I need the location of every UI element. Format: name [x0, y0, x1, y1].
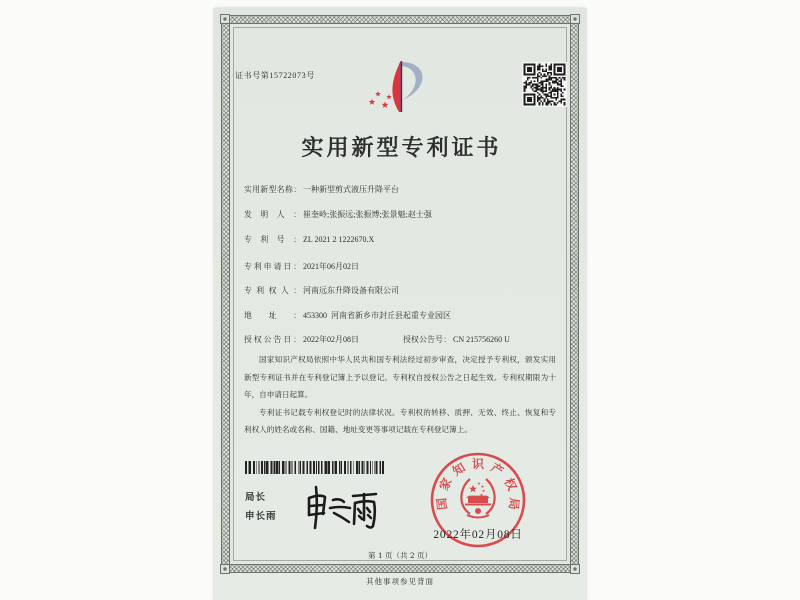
seal-char: 识: [471, 457, 485, 471]
logo-star: [386, 94, 391, 99]
field-label: 发明人：: [244, 210, 301, 219]
director-title: 局长: [245, 492, 267, 503]
paragraph-line: 利权人的姓名或名称、国籍、地址变更等事项记载在专利登记簿上。: [244, 425, 472, 434]
seal-date: 2022年02月08日: [433, 529, 523, 541]
seal-char: 家: [436, 475, 455, 493]
emblem-star: [469, 485, 477, 493]
frame-corner-ornament: [570, 14, 580, 24]
emblem-star: [477, 482, 480, 485]
field-label: 专利权人：: [244, 286, 301, 295]
field-label: 授权公告日：: [244, 335, 301, 344]
field-patentee: [244, 285, 564, 297]
logo-star: [375, 91, 381, 96]
field-label: 授权公告号：: [403, 335, 451, 344]
field-inventors: [244, 209, 564, 221]
certificate-title: 实用新型专利证书: [301, 135, 502, 161]
field-value: 2022年02月08日: [303, 335, 359, 344]
seal-char: 局: [506, 497, 522, 511]
national-emblem-icon: [461, 479, 494, 518]
field-value: ZL 2021 2 1222670.X: [303, 235, 375, 244]
page-indicator: 第 1 页（共 2 页）: [367, 551, 433, 560]
emblem-star: [482, 489, 485, 492]
field-label: 地址：: [244, 311, 301, 320]
field-address: [244, 310, 564, 322]
field-value: CN 215756260 U: [453, 335, 510, 344]
logo-star: [382, 101, 389, 108]
certificate-number: 证书号第15722073号: [235, 71, 315, 80]
field-label: 专利号：: [244, 235, 301, 244]
seal-char: 产: [488, 460, 506, 479]
back-page-note: 其他事项参见背面: [366, 577, 434, 586]
field-value: 崔奎岭;张振远;张振博;张景魁;赵士强: [303, 210, 432, 219]
paragraph-line: 国家知识产权局依照中华人民共和国专利法经过初步审查，决定授予专利权，颁发实用: [259, 355, 556, 364]
frame-corner-ornament: [220, 14, 230, 24]
frame-corner-ornament: [570, 564, 580, 574]
paragraph-line: 年，自申请日起算。: [244, 390, 313, 399]
field-value: 河南远东升降设备有限公司: [303, 286, 399, 295]
paragraph-line: 新型专利证书并在专利登记簿上予以登记。专利权自授权公告之日起生效。专利权期限为十: [244, 372, 556, 382]
field-value: 2021年06月02日: [303, 262, 359, 271]
field-label: 专利申请日：: [244, 262, 301, 271]
field-value: 一种新型剪式液压升降平台: [303, 185, 399, 194]
frame-corner-ornament: [220, 564, 230, 574]
handwritten-signature: [300, 482, 380, 534]
field-value: 453300 河南省新乡市封丘县起重专业园区: [303, 311, 451, 320]
paragraph-line: 专利证书记载专利权登记时的法律状况。专利权的转移、质押、无效、终止、恢复和专: [259, 407, 556, 417]
qr-code: [522, 62, 567, 107]
director-name: 申长雨: [245, 511, 277, 522]
seal-char: 权: [501, 475, 520, 493]
field-grant-announcement-date: [244, 334, 394, 346]
field-label: 实用新型名称：: [244, 185, 301, 194]
seal-char: 国: [434, 497, 450, 511]
logo-stars: [369, 91, 392, 108]
field-utility-model-name: [244, 184, 564, 196]
barcode: [245, 461, 385, 474]
cnipa-logo-icon: [364, 56, 430, 116]
emblem-star: [481, 485, 484, 488]
field-patent-number: [244, 234, 564, 246]
field-grant-announcement-number: [403, 334, 553, 346]
field-application-date: [244, 261, 564, 273]
seal-char: 知: [450, 460, 468, 479]
logo-star: [369, 99, 375, 105]
